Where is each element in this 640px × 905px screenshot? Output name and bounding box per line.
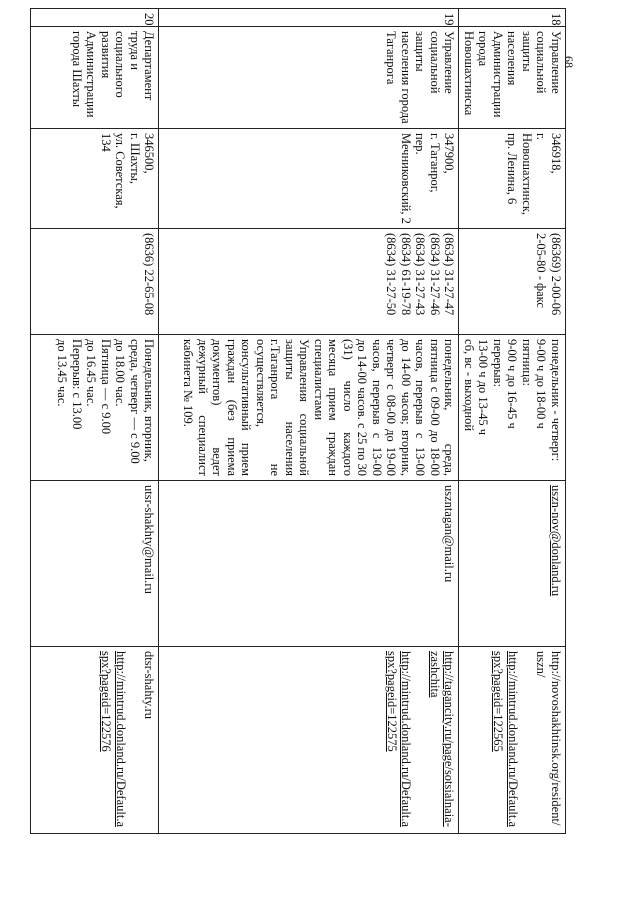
table-row (31, 9, 159, 834)
phone-line: (8634) 31-27-50 (384, 233, 399, 316)
org-line: населения (505, 31, 520, 86)
address-line: 347900, (442, 133, 457, 174)
org-line: социальной защиты (520, 31, 549, 94)
address-line: 134 (99, 133, 113, 152)
email-cell (159, 481, 459, 647)
phone-line: (8634) 31-27-43 (413, 233, 428, 316)
hours-line: 13-00 ч до 13-45 ч (476, 339, 491, 436)
hours-line: понедельник - четверг: (549, 339, 563, 462)
org-line: города Шахты (70, 31, 84, 108)
address (459, 129, 566, 229)
address-line: 346500, (142, 133, 157, 174)
website-cell (159, 647, 459, 834)
org-line: Управление (442, 31, 457, 94)
org-line: Департамент труда и (128, 31, 157, 101)
address-line: пр. Ленина, 6 (505, 133, 520, 205)
website-link[interactable]: http://tagancity.ru/page/sotsialnaia-zashchita (428, 651, 457, 827)
address-line: Мечниковский, 2 (399, 133, 413, 224)
row-number: 20 (31, 9, 159, 27)
hours-line: перерыв: (491, 339, 505, 388)
email-link[interactable]: uszn-nov@donland.ru (549, 485, 563, 597)
org-line: города (476, 31, 491, 67)
org-line: Управление (549, 31, 563, 94)
address-line: г. Таганрог, (428, 133, 442, 193)
website-link[interactable]: dtsr-shahty.ru (142, 651, 157, 720)
hours-line: пятница: (520, 339, 534, 386)
website-cell (459, 647, 566, 834)
address-line: ул. Советская, (113, 133, 128, 209)
website-cell (31, 647, 159, 834)
mintrud-link[interactable]: http://mintrud.donland.ru/Default.aspx?pageid=122575 (385, 651, 414, 828)
hours-line: среда, четверг — с 9.00 (128, 339, 142, 464)
row-number: 19 (159, 9, 459, 27)
address-line: г. Шахты, (128, 133, 142, 185)
hours-line: 9-00 ч до 18-00 ч (534, 339, 549, 429)
hours-line: до 13.45 час. (55, 339, 70, 407)
mintrud-link[interactable]: http://mintrud.donland.ru/Default.aspx?pageid=122565 (491, 651, 520, 828)
hours-line: Понедельник, вторник, (142, 339, 157, 462)
email-cell (459, 481, 566, 647)
working-hours: понедельник, среда, пятница с 09-00 до 18-00 часов, перерыв с 13-00 до 14-00 часов; вторник, четверг с 08-00 до 19-00 часов, перерыв с 13-00 до 14-00 часов. с 25 по 30 (31) число каждого месяца прием граждан специалистами Управления социальной защиты населения г.Таганрога не осуществляется, консультативный прием граждан (без приема документов) ведет дежурный специалист кабинета № 109. (159, 335, 459, 481)
org-line: Администрации (84, 31, 99, 118)
address-line: г. Новошахтинск, (520, 133, 549, 216)
address (159, 129, 459, 229)
address (31, 129, 159, 229)
org-line: Таганрога (384, 31, 399, 85)
email-text[interactable]: utsr-shakhty@mail.ru (142, 485, 157, 594)
phone-line: (8634) 31-27-47 (442, 233, 457, 316)
org-line: Администрации (491, 31, 505, 118)
org-line: социальной защиты (413, 31, 442, 94)
address-line: 346918, (549, 133, 563, 174)
website-link[interactable]: http://novoshakhtinsk.org/resident/uszn/ (534, 651, 563, 826)
hours-line: до 16.45 час. (84, 339, 99, 407)
hours-line: Перерыв: с 13.00 (70, 339, 84, 430)
email-cell (31, 481, 159, 647)
contacts-table (31, 8, 567, 834)
working-hours (31, 335, 159, 481)
row-number: 18 (459, 9, 566, 27)
mintrud-link[interactable]: http://mintrud.donland.ru/Default.aspx?pageid=122576 (99, 651, 128, 828)
org-line: социального развития (99, 31, 128, 98)
organization-name (159, 27, 459, 129)
hours-line: 9-00 ч до 16-45 ч (505, 339, 520, 429)
phone (159, 229, 459, 335)
hours-line: Пятница — с 9.00 (99, 339, 113, 435)
org-line: Новошахтинска (462, 31, 476, 116)
hours-line: сб, вс - выходной (462, 339, 476, 432)
table-row (459, 9, 566, 834)
phone (459, 229, 566, 335)
page-number: 68 (562, 56, 576, 68)
phone-line: (8636) 22-65-08 (142, 233, 157, 316)
hours-line: до 18.00 час. (113, 339, 128, 407)
phone-line: (8634) 61-19-78 (399, 233, 413, 316)
phone-line: (86369) 2-00-06 (549, 233, 563, 316)
phone-line: 2-05-80 - факс (534, 233, 549, 308)
phone-line: (8634) 31-27-46 (428, 233, 442, 316)
organization-name (31, 27, 159, 129)
address-line: пер. (413, 133, 428, 155)
table-row (159, 9, 459, 834)
working-hours (459, 335, 566, 481)
phone (31, 229, 159, 335)
org-line: населения города (399, 31, 413, 124)
email-text[interactable]: uszntagan@mail.ru (442, 485, 457, 583)
organization-name (459, 27, 566, 129)
rotated-table-wrapper (34, 8, 566, 833)
